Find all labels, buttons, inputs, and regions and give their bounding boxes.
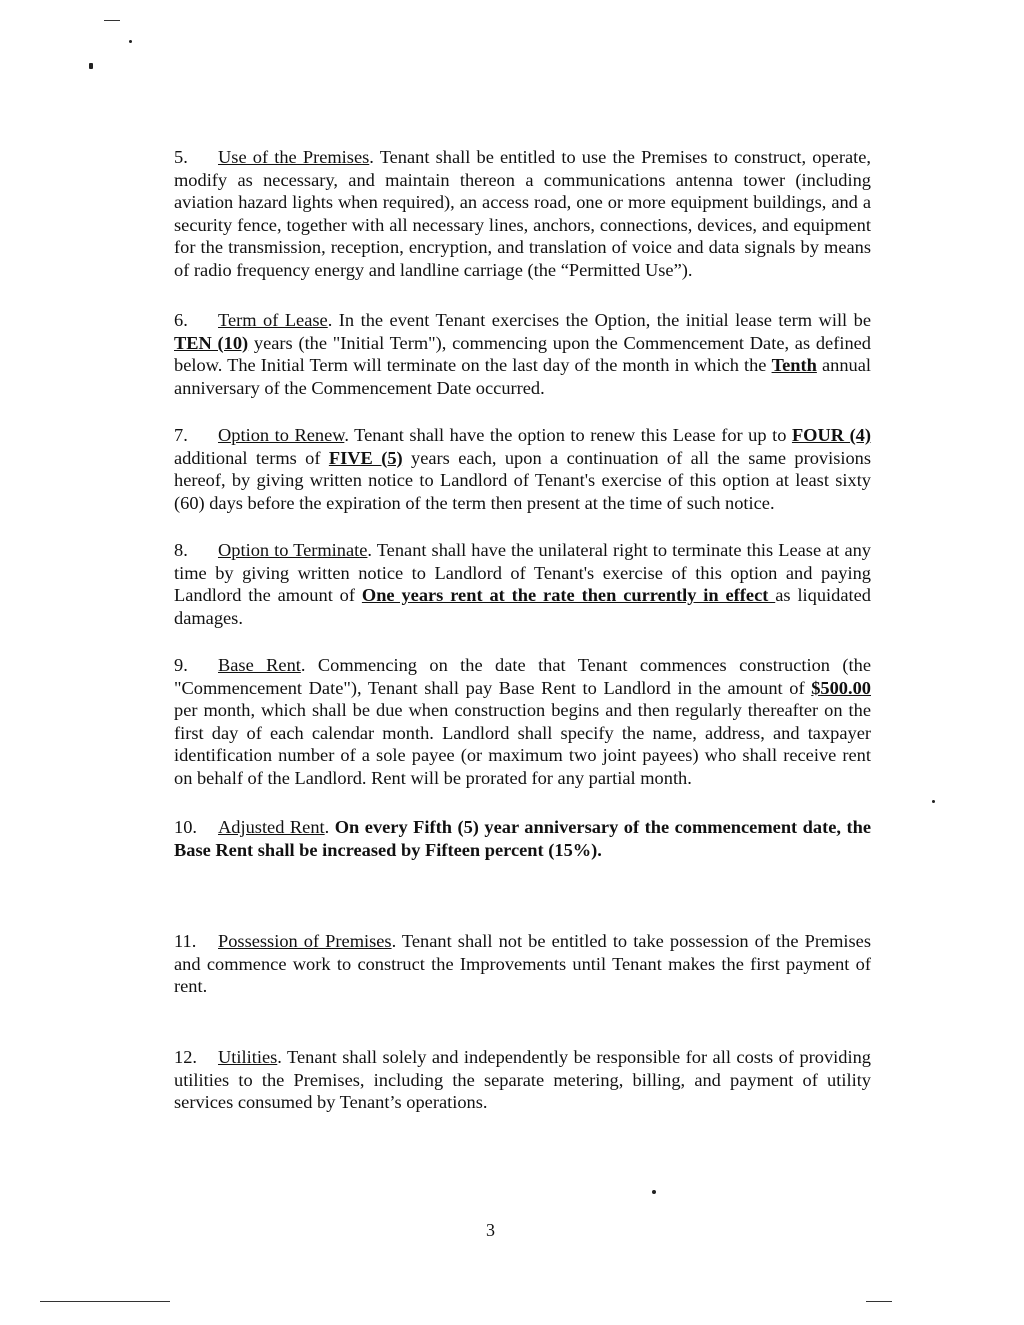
section-heading: Term of Lease <box>218 310 328 330</box>
section-text: years (the "Initial Term"), commencing upon the Commencement Date, as defined below. The Initial Term will terminate on the last day of the month in which the <box>174 332 871 376</box>
section-9 <box>174 654 871 790</box>
section-text: . Commencing on the date that Tenant commences construction (the "Commencement Date"), Tenant shall pay Base Rent to Landlord in the amount of <box>174 655 871 698</box>
section-heading: Use of the Premises <box>218 147 370 167</box>
section-number: 11. <box>174 931 197 951</box>
section-text: . Tenant shall be entitled to use the Premises to construct, operate, modify as necessary, and maintain thereon a communications antenna tower (including aviation hazard lights when required), an access road, one or more equipment buildings, and a security fence, together with all necessary lines, anchors, connections, devices, and equipment for the transmission, reception, encryption, and translation of voice and data signals by means of radio frequency energy and landline carriage (the “Permitted Use”). <box>174 147 871 280</box>
base-rent-amount: $500.00 <box>811 677 871 698</box>
section-heading: Option to Renew <box>218 425 345 445</box>
section-6 <box>174 309 871 399</box>
section-number: 12. <box>174 1047 197 1067</box>
section-number: 7. <box>174 425 188 445</box>
scan-mark <box>932 800 935 803</box>
term-years: TEN (10) <box>174 332 249 353</box>
section-text: . Tenant shall have the option to renew this Lease for up to <box>344 425 792 445</box>
section-text: . In the event Tenant exercises the Option, the initial lease term will be <box>327 310 872 330</box>
section-text: additional terms of <box>174 447 329 468</box>
page-number: 3 <box>486 1220 495 1240</box>
section-text: . <box>324 817 335 837</box>
scan-mark <box>866 1301 892 1302</box>
section-number: 6. <box>174 310 188 330</box>
renewal-term-years: FIVE (5) <box>328 447 403 468</box>
section-text: years each, upon a continuation of all the same provisions hereof, by giving written notice to Landlord of Tenant's exercise of this option at least sixty (60) days before the expiration of the term then present at the time of such notice. <box>174 447 872 513</box>
scan-mark <box>129 40 132 43</box>
scan-mark <box>652 1190 656 1194</box>
section-number: 9. <box>174 655 188 675</box>
tenth-emphasis: Tenth <box>771 355 817 376</box>
section-8 <box>174 539 871 629</box>
scan-mark <box>104 20 120 21</box>
section-text: per month, which shall be due when construction begins and then regularly thereafter on the first day of each calendar month. Landlord shall specify the name, address, and taxpayer identification number of a sole payee (or maximum two joint payees) who shall receive rent on behalf of the Landlord. Rent will be prorated for any partial month. <box>174 700 871 788</box>
section-text: . Tenant shall have the unilateral right to terminate this Lease at any time by giving written notice to Landlord of Tenant's exercise of this option and paying Landlord the amount of <box>174 540 871 606</box>
section-heading: Base Rent <box>218 655 301 675</box>
section-text: as liquidated damages. <box>174 585 871 628</box>
section-heading: Option to Terminate <box>218 540 368 560</box>
section-5 <box>174 146 871 282</box>
section-10 <box>174 816 871 861</box>
section-text: . Tenant shall not be entitled to take possession of the Premises and commence work to construct the Improvements until Tenant makes the first payment of rent. <box>174 931 871 997</box>
section-number: 5. <box>174 147 188 167</box>
section-text: annual anniversary of the Commencement Date occurred. <box>174 355 871 398</box>
section-12 <box>174 1046 871 1114</box>
section-number: 10. <box>174 817 197 837</box>
termination-fee: One years rent at the rate then currently in effect <box>361 585 776 606</box>
rent-adjustment-clause: On every Fifth (5) year anniversary of the commencement date, the Base Rent shall be increased by Fifteen percent (15%). <box>174 817 871 860</box>
section-heading: Adjusted Rent <box>218 817 325 837</box>
section-text: . Tenant shall solely and independently be responsible for all costs of providing utilities to the Premises, including the separate metering, billing, and payment of utility services consumed by Tenant’s operations. <box>174 1047 871 1113</box>
section-heading: Possession of Premises <box>218 931 392 951</box>
scan-mark <box>89 63 93 69</box>
renewal-count: FOUR (4) <box>791 425 872 445</box>
section-7 <box>174 424 871 514</box>
scan-mark <box>40 1301 170 1302</box>
section-11 <box>174 930 871 998</box>
section-number: 8. <box>174 540 188 560</box>
section-heading: Utilities <box>218 1047 278 1067</box>
